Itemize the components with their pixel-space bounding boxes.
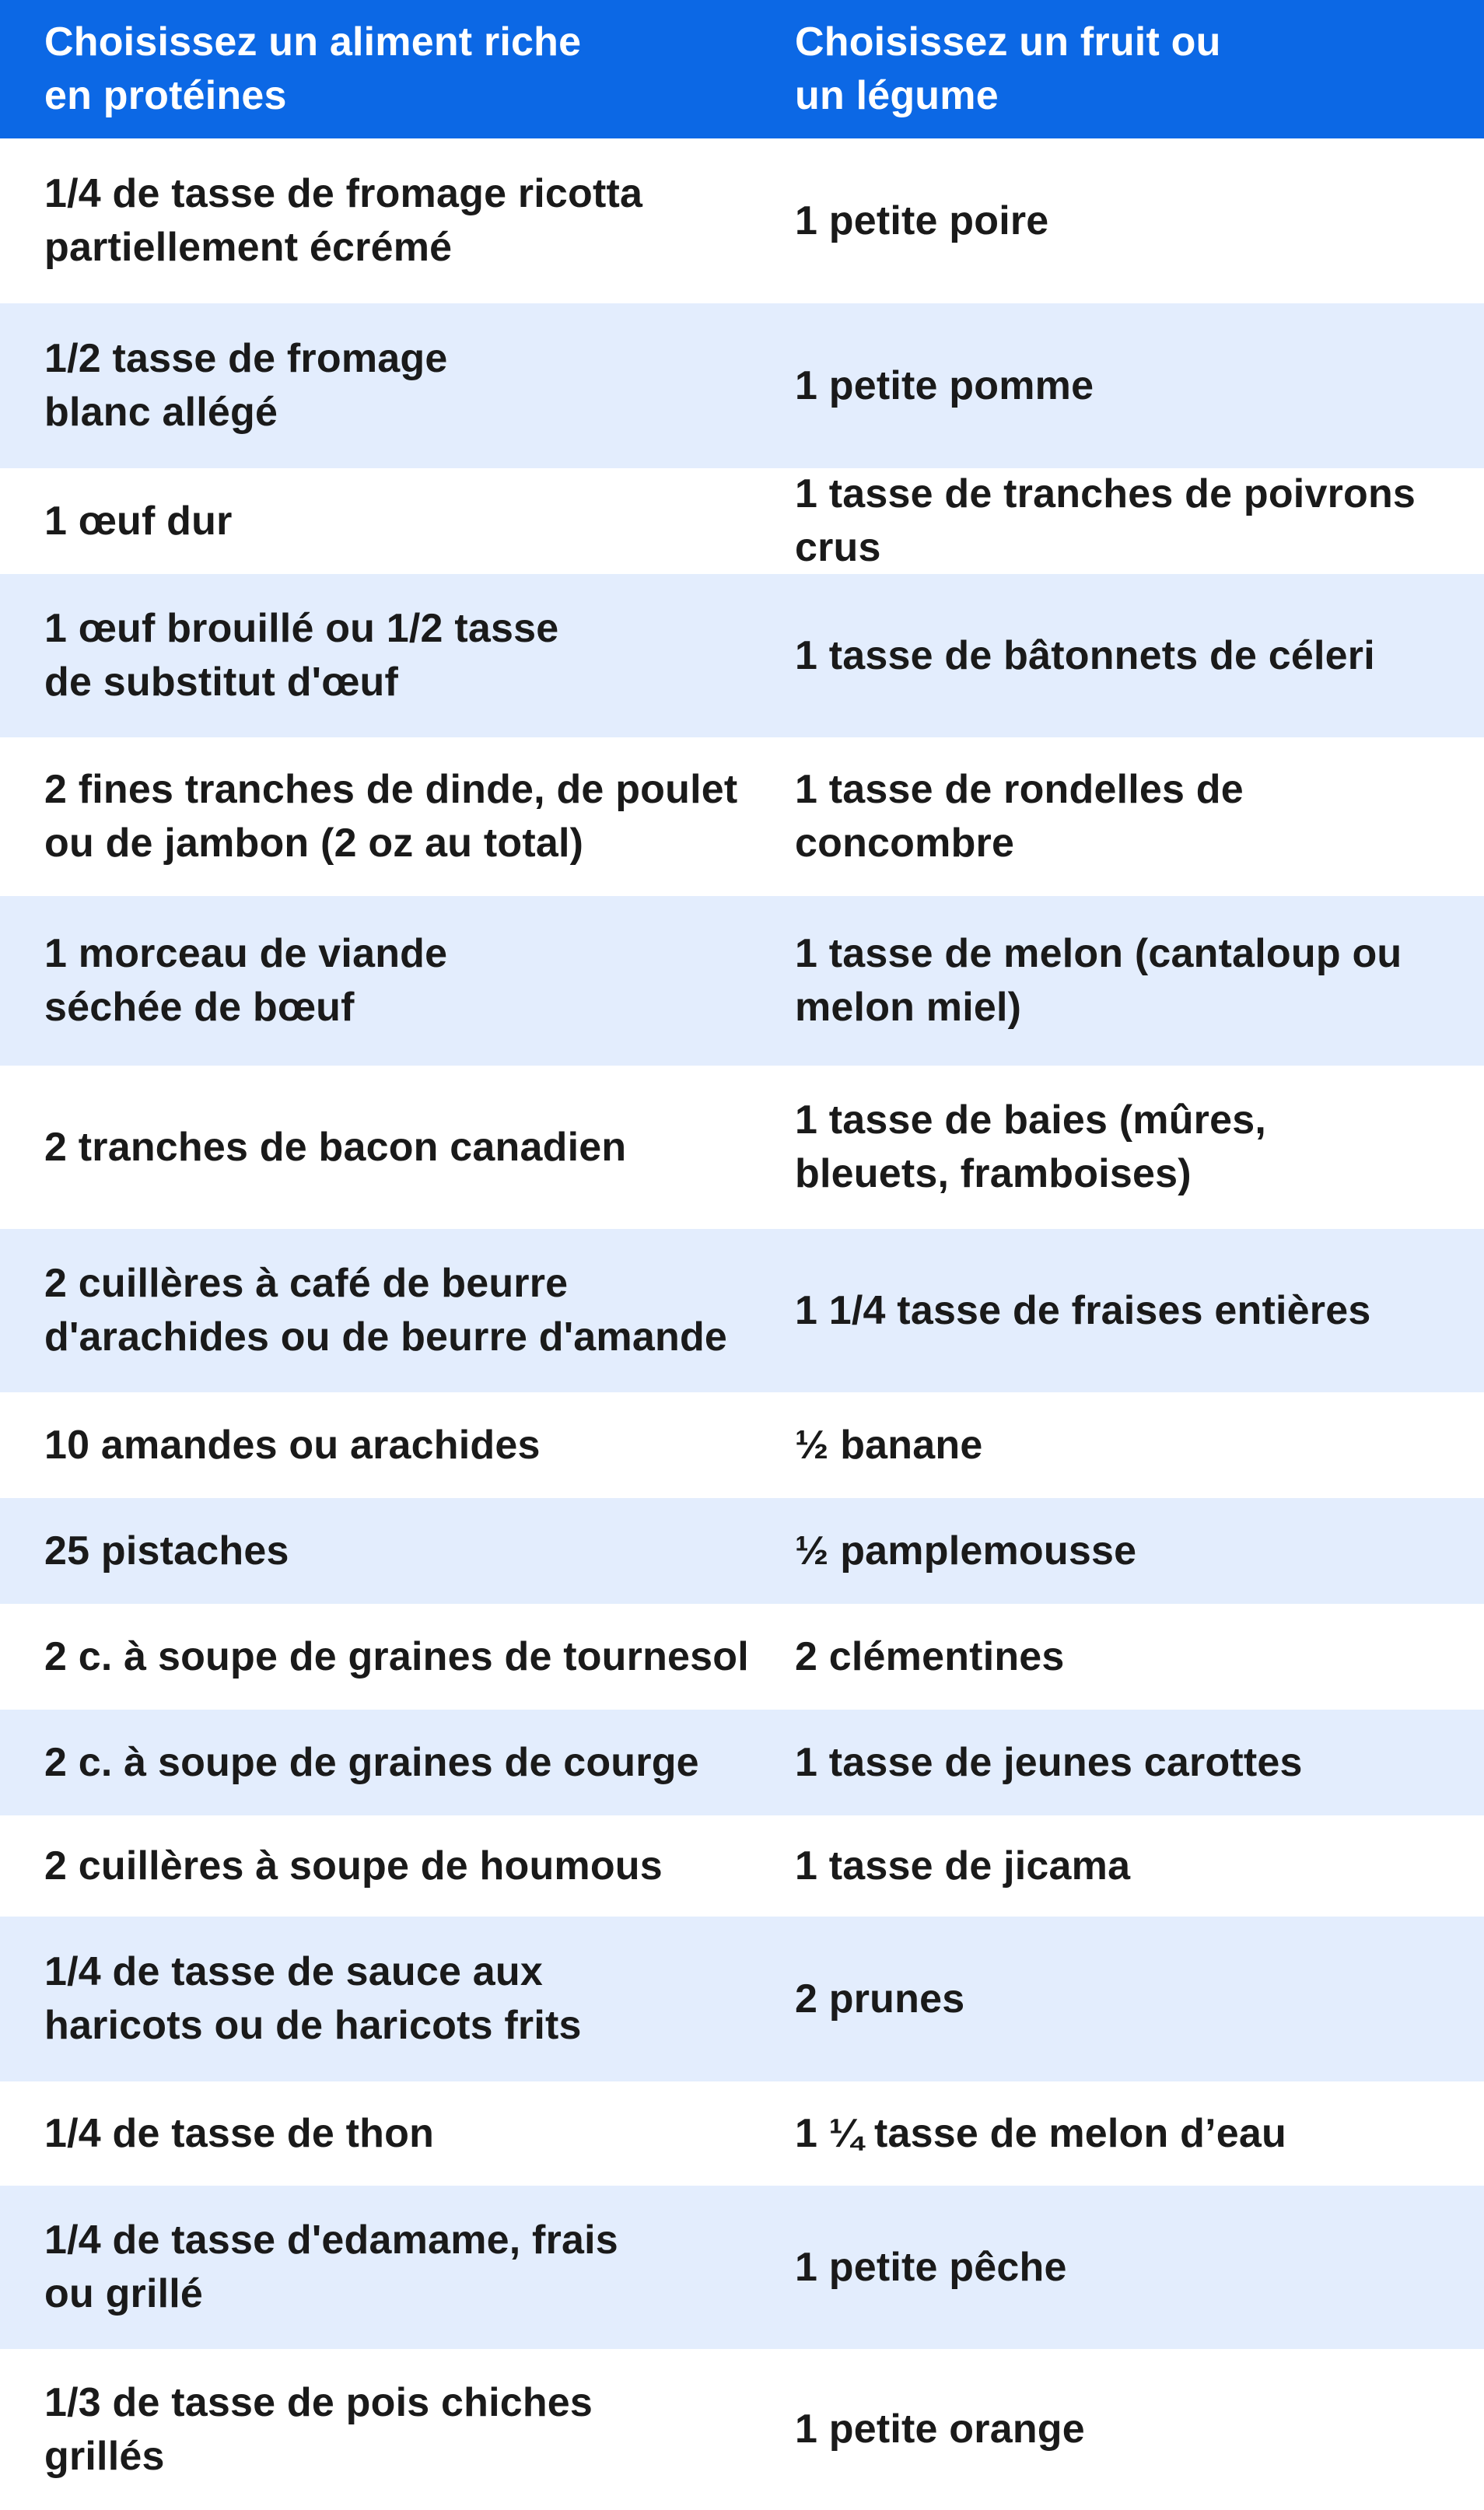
produce-cell: 1 petite orange bbox=[795, 2407, 1085, 2452]
produce-cell: ½ pamplemousse bbox=[795, 1528, 1137, 1574]
protein-cell: 2 cuillères à café de beurre d'arachides ou de beurre d'amande bbox=[44, 1261, 728, 1360]
produce-cell: 1 petite pêche bbox=[795, 2244, 1067, 2290]
protein-cell: 1/2 tasse de fromage blanc allégé bbox=[44, 336, 448, 435]
protein-cell: 2 fines tranches de dinde, de poulet ou de jambon (2 oz au total) bbox=[44, 767, 738, 866]
table-row bbox=[0, 1710, 1484, 1815]
produce-cell: 1 tasse de bâtonnets de céleri bbox=[795, 632, 1375, 678]
protein-cell: 2 tranches de bacon canadien bbox=[44, 1124, 627, 1170]
table-row bbox=[0, 468, 1484, 574]
table-row bbox=[0, 1498, 1484, 1604]
table-header bbox=[0, 0, 1484, 138]
produce-cell: 1 ¼ tasse de melon d’eau bbox=[795, 2110, 1286, 2156]
produce-cell: 1 tasse de jicama bbox=[795, 1843, 1131, 1889]
table-row bbox=[0, 737, 1484, 896]
protein-cell: 10 amandes ou arachides bbox=[44, 1422, 541, 1468]
header-protein: Choisissez un aliment riche en protéines bbox=[44, 19, 582, 118]
produce-cell: ½ banane bbox=[795, 1422, 983, 1468]
produce-cell: 1 tasse de baies (mûres, bleuets, framboises) bbox=[795, 1097, 1266, 1196]
produce-cell: 1 tasse de rondelles de concombre bbox=[795, 767, 1244, 866]
produce-cell: 2 clémentines bbox=[795, 1633, 1065, 1679]
protein-cell: 1/3 de tasse de pois chiches grillés bbox=[44, 2379, 593, 2479]
table-row bbox=[0, 574, 1484, 737]
table-row bbox=[0, 2081, 1484, 2186]
protein-cell: 1 œuf brouillé ou 1/2 tasse de substitut d'œuf bbox=[44, 606, 559, 705]
header-produce: Choisissez un fruit ou un légume bbox=[795, 19, 1221, 118]
produce-cell: 1 1/4 tasse de fraises entières bbox=[795, 1287, 1371, 1333]
protein-cell: 1/4 de tasse de fromage ricotta partiellement écrémé bbox=[44, 171, 643, 270]
protein-cell: 2 c. à soupe de graines de tournesol bbox=[44, 1633, 749, 1679]
table-row bbox=[0, 138, 1484, 303]
protein-cell: 1 œuf dur bbox=[44, 498, 233, 544]
table-row bbox=[0, 2186, 1484, 2349]
protein-cell: 2 c. à soupe de graines de courge bbox=[44, 1739, 699, 1785]
produce-cell: 1 petite pomme bbox=[795, 362, 1094, 408]
table-row bbox=[0, 1066, 1484, 1229]
produce-cell: 1 tasse de jeunes carottes bbox=[795, 1739, 1303, 1785]
protein-cell: 2 cuillères à soupe de houmous bbox=[44, 1843, 663, 1889]
protein-cell: 1 morceau de viande séchée de bœuf bbox=[44, 931, 448, 1030]
table-row bbox=[0, 303, 1484, 468]
table-row bbox=[0, 2349, 1484, 2510]
table-row bbox=[0, 1917, 1484, 2081]
table-row bbox=[0, 1604, 1484, 1710]
protein-cell: 1/4 de tasse de thon bbox=[44, 2110, 435, 2156]
table-row bbox=[0, 1229, 1484, 1392]
protein-cell: 25 pistaches bbox=[44, 1528, 289, 1574]
table-row bbox=[0, 896, 1484, 1066]
produce-cell: 1 tasse de melon (cantaloup ou melon miel) bbox=[795, 931, 1402, 1030]
produce-cell: 1 petite poire bbox=[795, 198, 1049, 243]
protein-cell: 1/4 de tasse d'edamame, frais ou grillé bbox=[44, 2218, 618, 2316]
table-row bbox=[0, 1815, 1484, 1917]
produce-cell: 1 tasse de tranches de poivrons crus bbox=[795, 471, 1416, 570]
table-row bbox=[0, 1392, 1484, 1498]
produce-cell: 2 prunes bbox=[795, 1976, 965, 2022]
protein-cell: 1/4 de tasse de sauce aux haricots ou de haricots frits bbox=[44, 1949, 582, 2048]
